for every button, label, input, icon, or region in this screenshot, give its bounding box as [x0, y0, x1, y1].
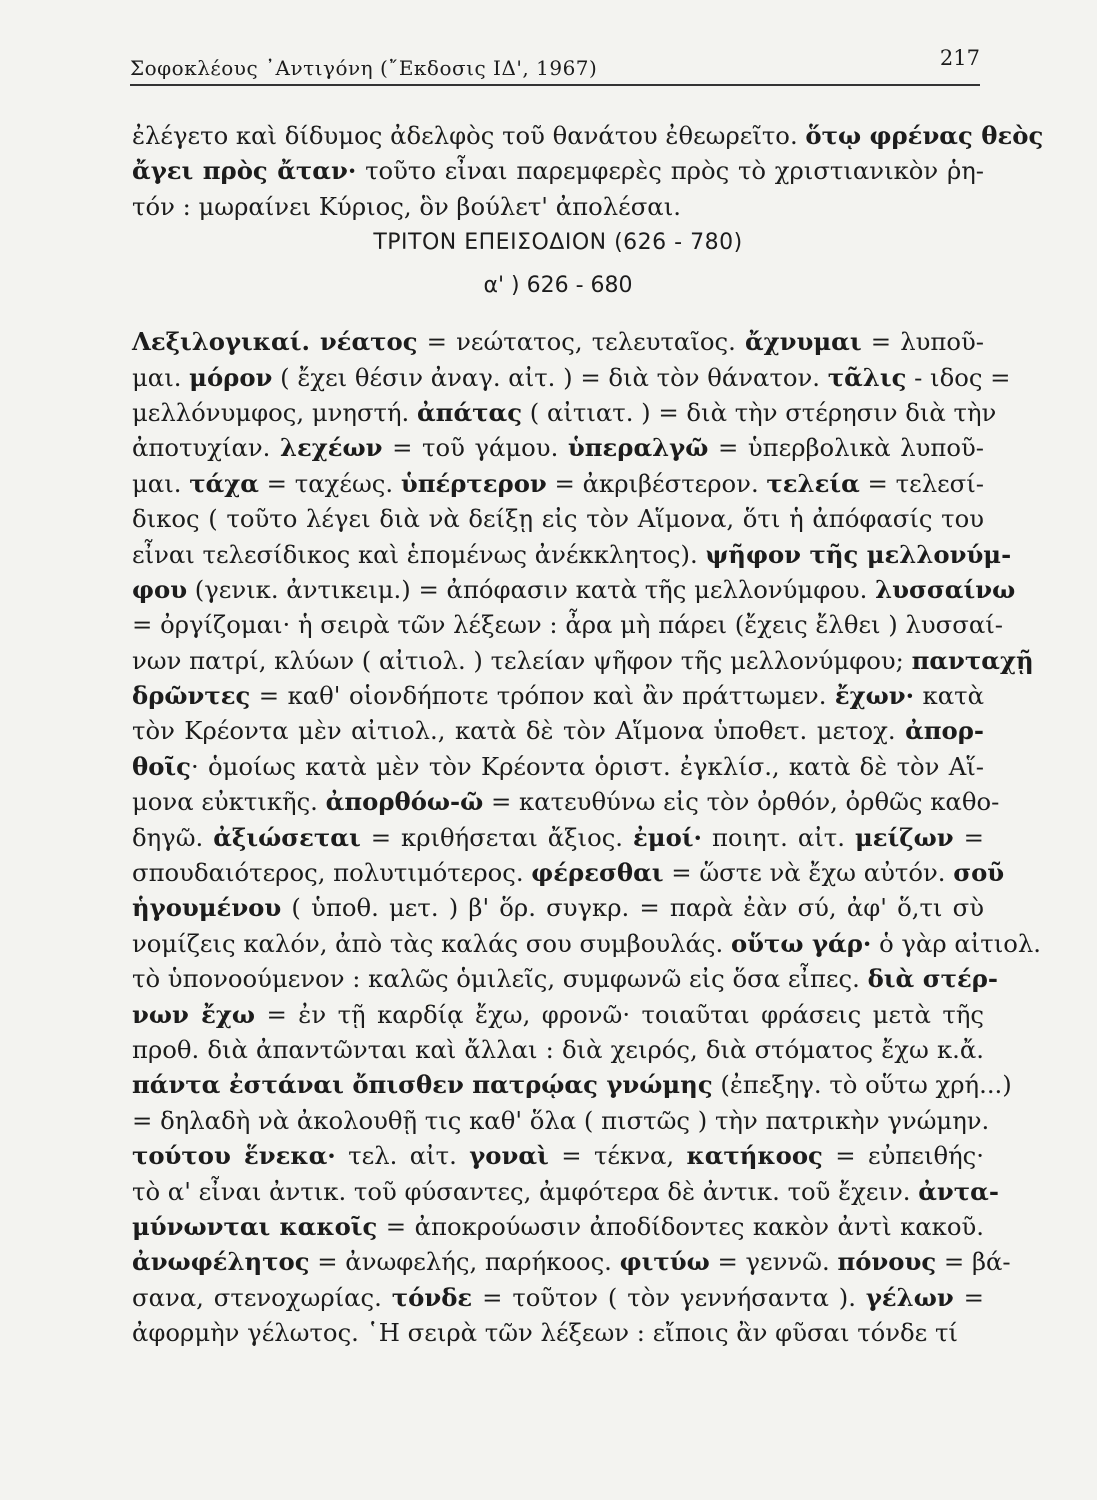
- lemma: δρῶντες: [132, 681, 251, 711]
- lemma: λυσσαίνω: [875, 574, 1016, 604]
- text-line: [132, 1138, 984, 1173]
- text-run: =: [953, 1282, 984, 1312]
- lemma: ἀντα-: [918, 1176, 999, 1206]
- text-run: σανα, στενοχωρίας.: [132, 1282, 392, 1312]
- text-run: = κατευθύνω εἰς τὸν ὀρθόν, ὀρθῶς καθο-: [483, 787, 1000, 817]
- text-line: [132, 501, 984, 536]
- lemma: ἀπάτας: [416, 397, 523, 427]
- text-run: δηγῶ.: [132, 822, 214, 852]
- text-run: ( ἔχει θέσιν ἀναγ. αἰτ. ) = διὰ τὸν θάνατον.: [272, 362, 828, 392]
- text-run: =: [953, 822, 984, 852]
- text-line: [132, 1244, 1011, 1279]
- text-run: = καθ' οἱονδήποτε τρόπον καὶ ἂν πράττωμεν.: [250, 681, 835, 711]
- text-line: [132, 1209, 984, 1244]
- lemma: σοῦ: [953, 858, 1005, 888]
- section-title: ΤΡΙΤΟΝ ΕΠΕΙΣΟΔΙΟΝ (626 - 780): [373, 230, 743, 256]
- text-run: σπουδαιότερος, πολυτιμότερος.: [132, 858, 532, 888]
- lemma: γοναὶ: [469, 1141, 549, 1171]
- text-line: [132, 1103, 990, 1138]
- lemma: ἔχων·: [834, 681, 915, 711]
- text-run: (γενικ. ἀντικειμ.) = ἀπόφασιν κατὰ τῆς μελλονύμφου.: [187, 574, 876, 604]
- text-run: ἀποτυχίαν.: [132, 433, 280, 463]
- running-head: Σοφοκλέους ᾿Αντιγόνη (῎Εκδοσις ΙΔ', 1967): [130, 56, 598, 80]
- text-line: [132, 1280, 984, 1315]
- text-line: [132, 607, 1003, 642]
- text-line: [132, 118, 1044, 153]
- text-line: [132, 855, 1005, 890]
- lemma: θοῖς: [132, 751, 191, 781]
- lemma: ἀξιώσεται: [213, 822, 361, 852]
- lemma: μύνωνται κακοῖς: [132, 1211, 378, 1241]
- text-line: [132, 1174, 999, 1209]
- lemma: τᾶλις: [827, 362, 907, 392]
- text-run: = ἀνωφελής, παρήκοος.: [309, 1247, 620, 1277]
- lemma: ἀπορ-: [905, 716, 984, 746]
- text-run: = τοῦτον ( τὸν γεννήσαντα ).: [472, 1282, 866, 1312]
- text-run: = νεώτατος, τελευταῖος.: [417, 327, 745, 357]
- text-line: [132, 997, 984, 1032]
- spacer: [132, 310, 984, 324]
- lemma: γέλων: [865, 1282, 954, 1312]
- text-run: = ὑπερβολικὰ λυποῦ-: [708, 433, 985, 463]
- lemma: ἀπορθόω-ῶ: [325, 787, 484, 817]
- vocabulary-paragraph: [132, 324, 1042, 1350]
- text-run: = δηλαδὴ νὰ ἀκολουθῇ τις καθ' ὅλα ( πιστῶς ) τὴν πατρικὴν γνώμην.: [132, 1105, 990, 1135]
- text-line: [132, 537, 1012, 572]
- lemma: ὑπεραλγῶ: [567, 433, 709, 463]
- text-run: ( ὑποθ. μετ. ) β' ὅρ. συγκρ. = παρὰ ἐὰν σύ, ἀφ' ὅ,τι σὺ: [281, 893, 984, 923]
- text-run: τοῦτο εἶναι παρεμφερὲς πρὸς τὸ χριστιανικὸν ῥη-: [356, 156, 985, 186]
- text-run: τὸν Κρέοντα μὲν αἰτιολ., κατὰ δὲ τὸν Αἵμονα ὑποθετ. μετοχ.: [132, 716, 906, 746]
- lemma: πανταχῇ: [911, 645, 1034, 675]
- lemma: φιτύω: [619, 1247, 710, 1277]
- lemma: ψῆφον τῆς μελλονύμ-: [705, 539, 1012, 569]
- text-line: [132, 153, 984, 188]
- text-run: τὸ α' εἶναι ἀντικ. τοῦ φύσαντες, ἀμφότερα δὲ ἀντικ. τοῦ ἔχειν.: [132, 1176, 919, 1206]
- text-run: μονα εὐκτικῆς.: [132, 787, 326, 817]
- lemma: ὑπέρτερον: [400, 468, 547, 498]
- text-line: [132, 749, 984, 784]
- lemma: ἀνωφέλητος: [132, 1247, 310, 1277]
- text-run: = εὐπειθής·: [822, 1141, 984, 1171]
- text-run: = λυποῦ-: [861, 327, 984, 357]
- lemma: πάντα ἐστάναι ὄπισθεν πατρῴας γνώμης: [132, 1070, 713, 1100]
- lemma: τελεία: [766, 468, 860, 498]
- intro-paragraph: [132, 118, 1044, 224]
- lemma: Λεξιλογικαί.: [132, 327, 320, 357]
- text-run: ( αἰτιατ. ) = διὰ τὴν στέρησιν διὰ τὴν: [522, 397, 997, 427]
- text-run: νων πατρί, κλύων ( αἰτιολ. ) τελείαν ψῆφον τῆς μελλονύμφου;: [132, 645, 912, 675]
- lemma: τούτου ἕνεκα·: [132, 1141, 336, 1171]
- lemma: νέατος: [319, 327, 418, 357]
- text-run: εἶναι τελεσίδικος καὶ ἑπομένως ἀνέκκλητος).: [132, 539, 706, 569]
- text-run: προθ. διὰ ἀπαντῶνται καὶ ἄλλαι : διὰ χειρός, διὰ στόματος ἔχω κ.ἄ.: [132, 1034, 984, 1064]
- text-line: [132, 784, 1000, 819]
- text-run: τόν : μωραίνει Κύριος, ὃν βούλετ' ἀπολέσαι.: [132, 191, 681, 221]
- lemma: μείζων: [854, 822, 954, 852]
- text-line: [132, 926, 1042, 961]
- lemma: τόνδε: [391, 1282, 473, 1312]
- text-run: · ὁμοίως κατὰ μὲν τὸν Κρέοντα ὁριστ. ἐγκλίσ., κατὰ δὲ τὸν Αἵ-: [190, 751, 984, 781]
- text-run: = ἀκριβέστερον.: [546, 468, 767, 498]
- text-run: = ταχέως.: [258, 468, 401, 498]
- text-run: τὸ ὑπονοούμενον : καλῶς ὁμιλεῖς, συμφωνῶ εἰς ὅσα εἶπες.: [132, 964, 868, 994]
- text-run: = ἀποκρούωσιν ἀποδίδοντες κακὸν ἀντὶ κακοῦ.: [377, 1211, 984, 1241]
- text-line: [132, 360, 1011, 395]
- text-line: [132, 713, 984, 748]
- text-run: (ἐπεξηγ. τὸ οὕτω χρή...): [712, 1070, 1012, 1100]
- lemma: λεχέων: [279, 433, 383, 463]
- text-line: [132, 189, 984, 224]
- lemma: ἄχνυμαι: [744, 327, 862, 357]
- text-run: = ὀργίζομαι· ἡ σειρὰ τῶν λέξεων : ἆρα μὴ πάρει (ἔχεις ἔλθει ) λυσσαί-: [132, 610, 1003, 640]
- lemma: ἐμοί·: [633, 822, 703, 852]
- text-line: [132, 678, 984, 713]
- lemma: νων ἔχω: [132, 999, 255, 1029]
- text-run: μελλόνυμφος, μνηστή.: [132, 397, 417, 427]
- text-line: [132, 890, 984, 925]
- text-line: [132, 324, 984, 359]
- text-run: δικος ( τοῦτο λέγει διὰ νὰ δείξῃ εἰς τὸν Αἵμονα, ὅτι ἡ ἀπόφασίς του: [132, 504, 984, 534]
- lemma: ὅτῳ φρένας θεὸς: [805, 121, 1044, 150]
- text-run: μαι.: [132, 362, 190, 392]
- text-run: νομίζεις καλόν, ἀπὸ τὰς καλάς σου συμβουλάς.: [132, 928, 731, 958]
- lemma: μόρον: [189, 362, 273, 392]
- text-run: = τοῦ γάμου.: [382, 433, 568, 463]
- page-number: 217: [939, 46, 980, 70]
- header-rule: [130, 84, 980, 86]
- text-run: = βά-: [936, 1247, 1011, 1277]
- text-run: = κριθήσεται ἄξιος.: [360, 822, 634, 852]
- lemma: τάχα: [189, 468, 259, 498]
- text-run: τελ. αἰτ.: [335, 1141, 470, 1171]
- text-line: [132, 820, 984, 855]
- text-run: = ὥστε νὰ ἔχω αὐτόν.: [663, 858, 954, 888]
- text-run: = τελεσί-: [859, 468, 984, 498]
- text-line: [132, 430, 984, 465]
- text-run: ἐλέγετο καὶ δίδυμος ἀδελφὸς τοῦ θανάτου ἐθεωρεῖτο.: [132, 121, 806, 150]
- text-run: = γεννῶ.: [709, 1247, 838, 1277]
- lemma: φέρεσθαι: [531, 858, 664, 888]
- subsection-title: α' ) 626 - 680: [483, 273, 633, 299]
- lemma: οὕτω γάρ·: [730, 928, 872, 958]
- text-line: [132, 466, 984, 501]
- text-run: κατὰ: [914, 681, 985, 711]
- lemma: ἡγουμένου: [132, 893, 282, 923]
- text-line: [132, 1032, 984, 1067]
- text-line: [132, 643, 1034, 678]
- text-run: - ιδος =: [906, 362, 1011, 392]
- text-run: ποιητ. αἰτ.: [702, 822, 855, 852]
- text-line: [132, 1315, 984, 1350]
- text-run: = ἐν τῇ καρδίᾳ ἔχω, φρονῶ· τοιαῦται φράσεις μετὰ τῆς: [254, 999, 984, 1029]
- lemma: ἄγει πρὸς ἄταν·: [132, 156, 357, 186]
- text-run: ἀφορμὴν γέλωτος. ῾Η σειρὰ τῶν λέξεων : εἴποις ἂν φῦσαι τόνδε τί: [132, 1318, 958, 1348]
- text-line: [132, 395, 997, 430]
- page-header: [130, 38, 980, 82]
- text-line: [132, 572, 1016, 607]
- lemma: κατήκοος: [686, 1141, 823, 1171]
- text-run: μαι.: [132, 468, 190, 498]
- text-run: = τέκνα,: [548, 1141, 687, 1171]
- lemma: διὰ στέρ-: [867, 964, 998, 994]
- text-run: ὁ γὰρ αἰτιολ.: [871, 928, 1042, 958]
- body-text: [132, 118, 1044, 1351]
- lemma: πόνους: [837, 1247, 937, 1277]
- lemma: φου: [132, 574, 188, 604]
- text-line: [132, 1067, 1012, 1102]
- text-line: [132, 961, 998, 996]
